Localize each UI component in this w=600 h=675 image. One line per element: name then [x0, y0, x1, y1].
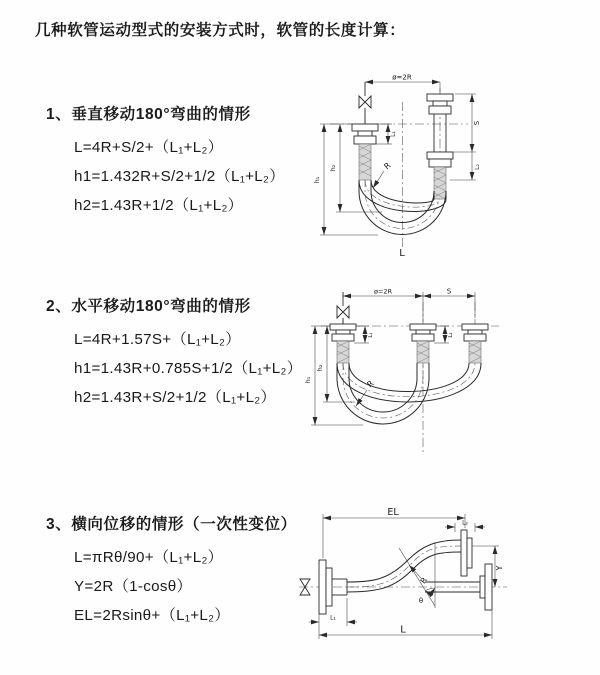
formula-line: h1=1.432R+S/2+1/2（L₁+L₂）	[74, 168, 285, 185]
dim-label-l2: L₂	[474, 164, 481, 170]
dim-label-l1: L₁	[390, 131, 397, 137]
dim-label-r: R	[365, 378, 376, 390]
formula-line: h2=1.43R+S/2+1/2（L₁+L₂）	[74, 389, 276, 406]
dim-label-s: S	[446, 287, 452, 296]
formula-line: L=4R+1.57S+（L₁+L₂）	[74, 331, 241, 348]
formula-line: EL=2Rsinθ+（L₁+L₂）	[74, 607, 230, 624]
dim-label-s: S	[473, 120, 481, 126]
section-3-formulas	[74, 543, 297, 630]
section-1-formulas	[74, 133, 285, 220]
dim-label-h2: h₂	[329, 164, 337, 172]
dim-label-el: EL	[387, 507, 399, 518]
dim-label-l: L	[400, 624, 406, 636]
hose-outline	[347, 540, 461, 592]
formula-line: h1=1.43R+0.785S+1/2（L₁+L₂）	[74, 360, 303, 377]
dim-label-diameter: ø=2R	[392, 73, 412, 82]
page-title: 几种软管运动型式的安装方式时，软管的长度计算：	[35, 22, 406, 39]
formula-line: L=πRθ/90+（L₁+L₂）	[74, 549, 224, 566]
dim-label-l2: L₂	[462, 519, 468, 527]
diagram-horizontal-180-bend	[303, 282, 508, 464]
flange-fittings	[319, 530, 492, 614]
dim-label-l1: L₁	[330, 614, 336, 622]
dim-label-r: R	[382, 160, 393, 172]
hose-outline	[337, 363, 481, 424]
section-3-heading: 3、横向位移的情形（一次性变位）	[46, 516, 297, 533]
dim-label-h2: h₂	[316, 364, 324, 372]
dim-label-diameter: ø=2R	[373, 287, 393, 296]
flange-fittings	[330, 324, 488, 341]
dim-label-theta: θ	[418, 597, 424, 605]
dimension-labels	[313, 74, 481, 260]
section-1-heading: 1、垂直移动180°弯曲的情形	[46, 106, 251, 123]
dimension-lines	[311, 292, 475, 425]
formula-line: Y=2R（1-cosθ）	[74, 578, 192, 595]
diagram-vertical-180-bend	[310, 72, 510, 260]
dim-label-h1: h₁	[313, 176, 321, 184]
formula-line: L=4R+S/2+（L₁+L₂）	[74, 139, 224, 156]
dim-label-h1: h₁	[304, 376, 312, 384]
valve-symbol	[359, 82, 371, 124]
dim-label-l1: L₁	[368, 332, 374, 338]
braided-sections	[337, 341, 481, 363]
section-vertical-bend	[46, 102, 285, 220]
dim-label-r: R	[418, 575, 430, 586]
dim-label-l: L	[399, 248, 405, 259]
diagram-lateral-displacement	[295, 502, 511, 648]
formula-line: h2=1.43R+1/2（L₁+L₂）	[74, 197, 244, 214]
section-lateral-displacement	[46, 512, 297, 630]
section-horizontal-bend	[46, 294, 302, 412]
section-2-formulas	[74, 325, 302, 412]
dim-label-y: Y	[495, 565, 504, 571]
dim-label-l2: L₂	[448, 332, 454, 338]
section-2-heading: 2、水平移动180°弯曲的情形	[46, 298, 251, 315]
